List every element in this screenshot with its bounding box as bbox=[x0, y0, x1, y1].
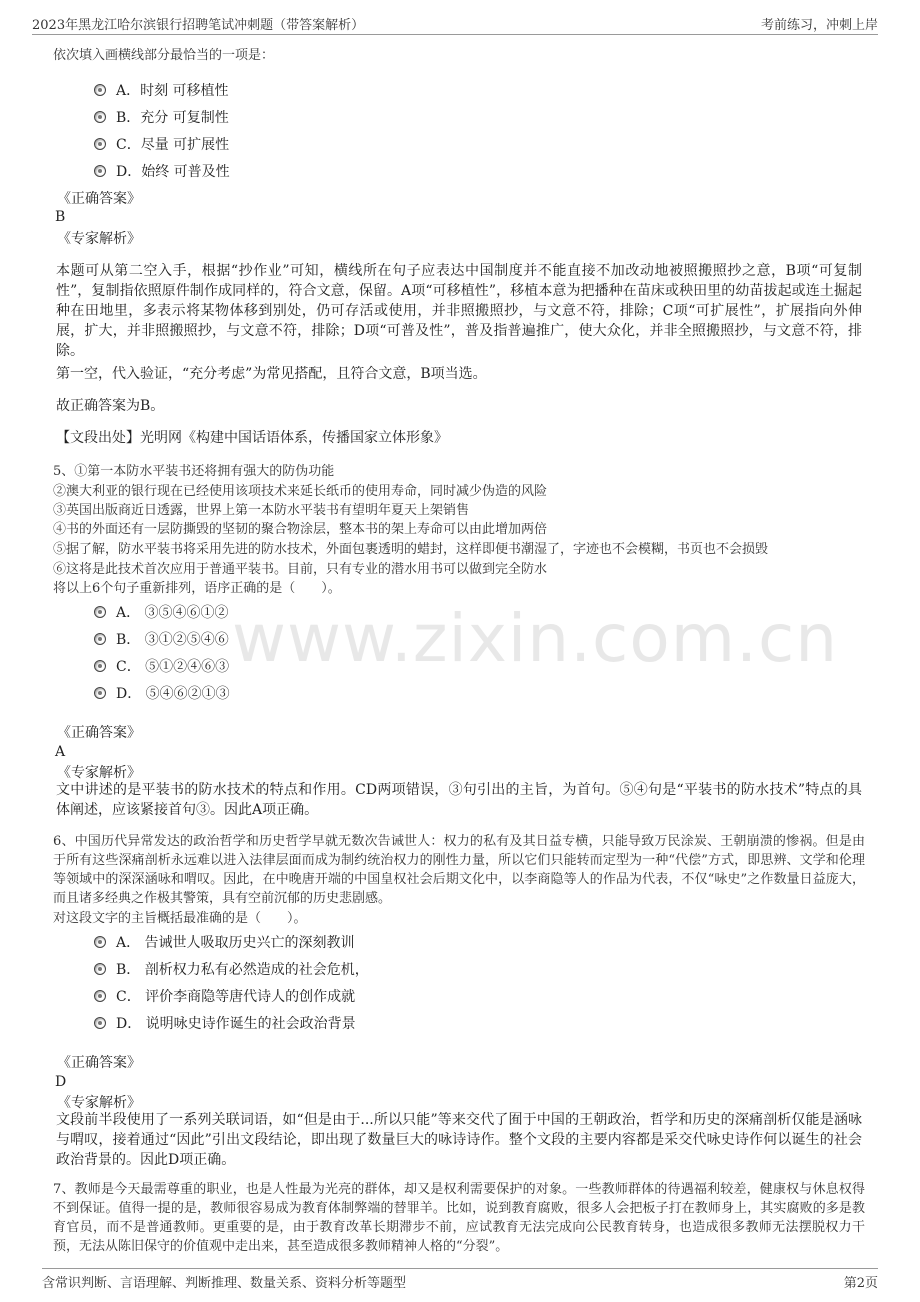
q5-question: 将以上6个句子重新排列，语序正确的是（ ）。 bbox=[53, 581, 341, 596]
radio-icon[interactable] bbox=[94, 606, 106, 618]
q4-source: 【文段出处】光明网《构建中国话语体系，传播国家立体形象》 bbox=[56, 430, 448, 446]
q5-option-b[interactable] bbox=[94, 629, 229, 649]
option-label: B． ③①②⑤④⑥ bbox=[116, 632, 229, 648]
q6-option-b[interactable] bbox=[94, 959, 369, 979]
q5-line: ③英国出版商近日透露，世界上第一本防水平装书有望明年夏天上架销售 bbox=[53, 503, 470, 518]
option-label: B． 剖析权力私有必然造成的社会危机， bbox=[116, 962, 369, 978]
option-label: D． 说明咏史诗作诞生的社会政治背景 bbox=[116, 1016, 356, 1032]
q4-analysis-label: 《专家解析》 bbox=[57, 231, 141, 247]
radio-icon[interactable] bbox=[94, 84, 106, 96]
q6-question: 对这段文字的主旨概括最准确的是（ ）。 bbox=[53, 911, 307, 926]
q6-option-c[interactable] bbox=[94, 986, 355, 1006]
q5-line: ⑤据了解，防水平装书将采用先进的防水技术，外面包裹透明的蜡封，这样即便书潮湿了，字迹也不会模糊，书页也不会损毁 bbox=[53, 542, 769, 557]
q6-stem: 6、中国历代异常发达的政治哲学和历史哲学早就无数次告诫世人：权力的私有及其日益专横，只能导致万民涂炭、王朝崩溃的惨祸。但是由于所有这些深痛剖析永远难以进入法律层面而成为制约统治权力的刚性力量，所以它们只能转而定型为一种“代偿”方式，即思辨、文学和伦理等领域中的深深涵咏和喟叹。因此，在中晚唐开端的中国皇权社会后期文化中，以李商隐等人的作品为代表，不仅“咏史”之作数量日益庞大，而且诸多经典之作极其警策，具有空前沉郁的历史悲剧感。 bbox=[53, 834, 865, 906]
q5-line: 5、①第一本防水平装书还将拥有强大的防伪功能 bbox=[53, 464, 335, 479]
q5-answer: A bbox=[55, 744, 66, 760]
option-label: D．始终 可普及性 bbox=[116, 164, 230, 180]
header-title: 2023年黑龙江哈尔滨银行招聘笔试冲刺题（带答案解析） bbox=[32, 18, 365, 33]
q5-analysis-label: 《专家解析》 bbox=[57, 765, 141, 781]
q4-analysis-para: 本题可从第二空入手，根据“抄作业”可知，横线所在句子应表达中国制度并不能直接不加改动地被照搬照抄之意，B项“可复制性”，复制指依照原件制作成同样的，符合文意，保留。A项“可移植性”，移植本意为把播种在苗床或秧田里的幼苗拔起或连土掘起种在田地里，多表示将某物体移到别处，仍可存活或使用，并非照搬照抄，与文意不符，排除；C项“可扩展性”，扩展指向外伸展，扩大，并非照搬照抄，与文意不符，排除；D项“可普及性”，普及指普遍推广，使大众化，并非全照搬照抄，与文意不符，排除。 bbox=[56, 263, 862, 359]
q4-option-c[interactable] bbox=[94, 134, 229, 154]
footer-note: 含常识判断、言语理解、判断推理、数量关系、资料分析等题型 bbox=[42, 1276, 407, 1291]
radio-icon[interactable] bbox=[94, 111, 106, 123]
q6-answer-label: 《正确答案》 bbox=[57, 1055, 141, 1071]
q5-option-d[interactable] bbox=[94, 683, 230, 703]
page-footer bbox=[42, 1268, 878, 1291]
radio-icon[interactable] bbox=[94, 687, 106, 699]
q6-answer: D bbox=[55, 1074, 67, 1090]
q6-analysis: 文段前半段使用了一系列关联词语，如“但是由于...所以只能”等来交代了囿于中国的王朝政治，哲学和历史的深痛剖析仅能是涵咏与喟叹，接着通过“因此”引出文段结论，即出现了数量巨大的咏诗诗作。整个文段的主要内容都是采交代咏史诗作何以诞生的社会政治背景的。因此D项正确。 bbox=[56, 1112, 862, 1168]
option-label: B．充分 可复制性 bbox=[116, 110, 229, 126]
radio-icon[interactable] bbox=[94, 165, 106, 177]
option-label: D． ⑤④⑥②①③ bbox=[116, 686, 230, 702]
q6-option-d[interactable] bbox=[94, 1013, 356, 1033]
q5-option-a[interactable] bbox=[94, 602, 229, 622]
q4-analysis-para: 故正确答案为B。 bbox=[56, 398, 165, 414]
watermark: www.zixin.com.cn bbox=[232, 600, 839, 677]
option-label: C． 评价李商隐等唐代诗人的创作成就 bbox=[116, 989, 356, 1005]
q4-option-d[interactable] bbox=[94, 161, 230, 181]
q4-answer: B bbox=[55, 209, 66, 225]
header-slogan: 考前练习，冲刺上岸 bbox=[760, 18, 878, 33]
q7-stem: 7、教师是今天最需尊重的职业，也是人性最为光亮的群体，却又是权利需要保护的对象。一些教师群体的待遇福利较差，健康权与休息权得不到保证。值得一提的是，教师很容易成为教育体制弊端的替罪羊。比如，说到教育腐败，很多人会把板子打在教师身上，其实腐败的多是教育官员，而不是普通教师。更重要的是，由于教育改革长期滞步不前，应试教育无法完成向公民教育转身，也造成很多教师无法摆脱权力干预，无法从陈旧保守的价值观中走出来，甚至造成很多教师精神人格的“分裂”。 bbox=[53, 1182, 865, 1254]
q4-analysis-para: 第一空，代入验证，“充分考虑”为常见搭配，且符合文意，B项当选。 bbox=[56, 366, 487, 382]
radio-icon[interactable] bbox=[94, 138, 106, 150]
option-label: A． ③⑤④⑥①② bbox=[116, 605, 229, 621]
option-label: A．时刻 可移植性 bbox=[116, 83, 229, 99]
q4-stem: 依次填入画横线部分最恰当的一项是： bbox=[53, 48, 275, 63]
q5-answer-label: 《正确答案》 bbox=[57, 725, 141, 741]
radio-icon[interactable] bbox=[94, 936, 106, 948]
q5-line: ②澳大利亚的银行现在已经使用该项技术来延长纸币的使用寿命，同时减少伪造的风险 bbox=[53, 484, 548, 499]
radio-icon[interactable] bbox=[94, 633, 106, 645]
q4-answer-label: 《正确答案》 bbox=[57, 191, 141, 207]
radio-icon[interactable] bbox=[94, 990, 106, 1002]
option-label: C． ⑤①②④⑥③ bbox=[116, 659, 230, 675]
q6-option-a[interactable] bbox=[94, 932, 355, 952]
radio-icon[interactable] bbox=[94, 1017, 106, 1029]
radio-icon[interactable] bbox=[94, 963, 106, 975]
q4-option-a[interactable] bbox=[94, 80, 229, 100]
q4-option-b[interactable] bbox=[94, 107, 229, 127]
page-number: 第2页 bbox=[843, 1276, 878, 1291]
option-label: A． 告诫世人吸取历史兴亡的深刻教训 bbox=[116, 935, 355, 951]
q5-line: ⑥这将是此技术首次应用于普通平装书。目前，只有专业的潜水用书可以做到完全防水 bbox=[53, 562, 548, 577]
option-label: C．尽量 可扩展性 bbox=[116, 137, 230, 153]
q5-analysis: 文中讲述的是平装书的防水技术的特点和作用。CD两项错误，③句引出的主旨，为首句。⑤④句是“平装书的防水技术”特点的具体阐述，应该紧接首句③。因此A项正确。 bbox=[56, 782, 862, 818]
page-header bbox=[32, 8, 878, 35]
q5-line: ④书的外面还有一层防撕毁的坚韧的聚合物涂层，整本书的架上寿命可以由此增加两倍 bbox=[53, 522, 548, 537]
q5-option-c[interactable] bbox=[94, 656, 229, 676]
q6-analysis-label: 《专家解析》 bbox=[57, 1095, 141, 1111]
radio-icon[interactable] bbox=[94, 660, 106, 672]
